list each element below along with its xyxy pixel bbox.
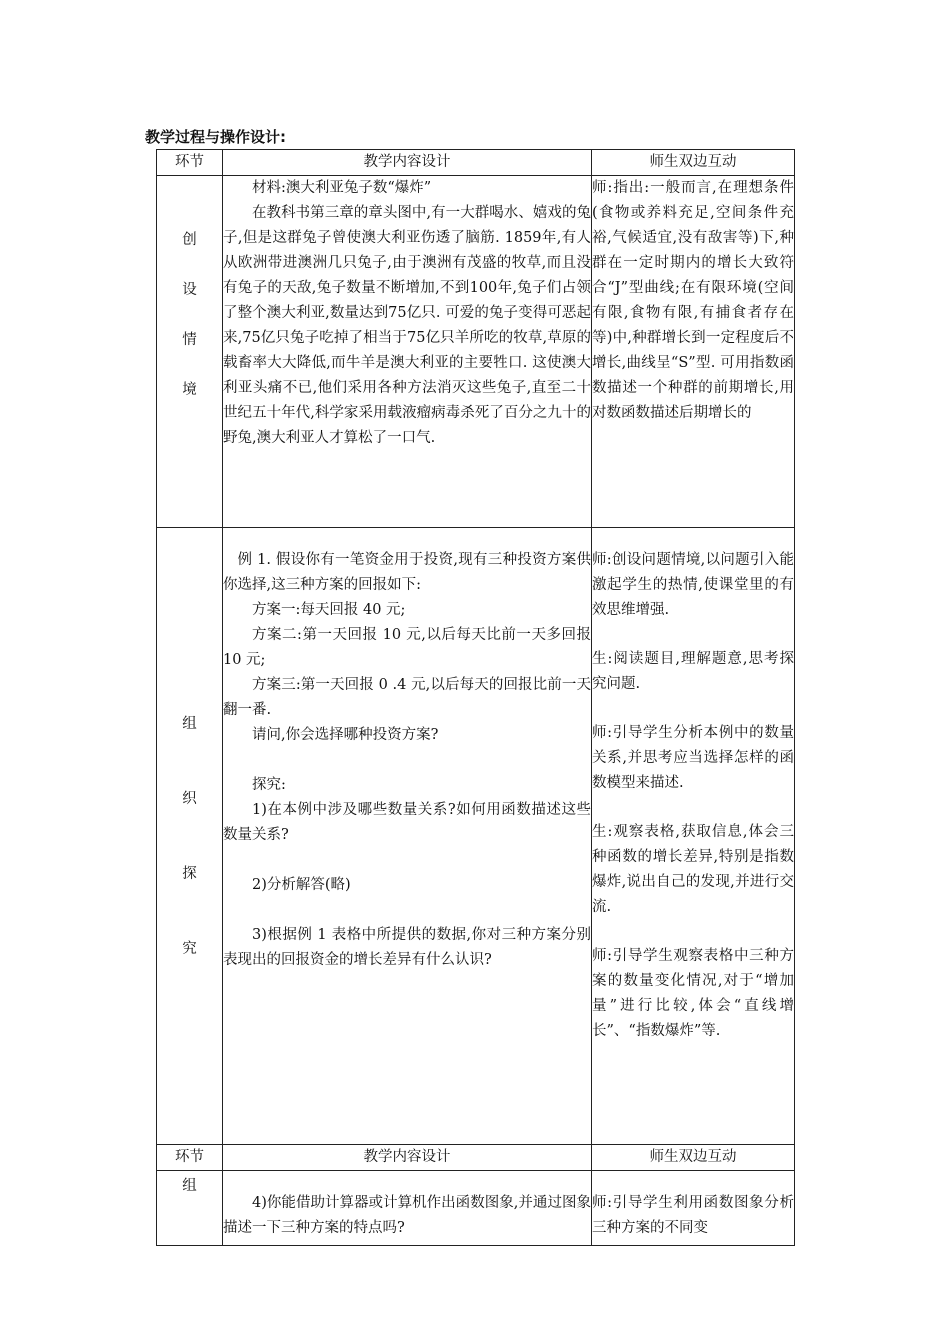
section-cell (157, 1171, 223, 1246)
interaction-text: 师:指出:一般而言,在理想条件(食物或养料充足,空间条件充裕,气候适宜,没有敌害等)下,种群在一定时期内的增长大致符合“J”型曲线;在有限环境(空间有限,食物有限,有捕食者存在等)中,种群增长到一定程度后不增长,曲线呈“S”型. 可用指数函数描述一个种群的前期增长,用对数函数描述后期增长的 (592, 180, 794, 421)
content-cell (223, 1171, 592, 1246)
plan-3: 方案三:第一天回报 0 .4 元,以后每天的回报比前一天翻一番. (223, 677, 591, 718)
content-cell (223, 176, 592, 528)
content-cell (223, 528, 592, 1145)
section-char: 创 (182, 232, 197, 248)
section-char: 境 (182, 382, 197, 398)
section-char: 探 (182, 866, 197, 882)
section-char: 情 (182, 332, 197, 348)
header-content: 教学内容设计 (223, 150, 592, 176)
lesson-table (156, 149, 795, 1246)
interaction-cell (592, 176, 795, 528)
interaction-text: 师:引导学生观察表格中三种方案的数量变化情况,对于“增加量”进行比较,体会“直线增长”、“指数爆炸”等. (592, 948, 794, 1039)
section-cell (157, 176, 223, 528)
plan-1: 方案一:每天回报 40 元; (252, 602, 406, 618)
explore-q1: 1)在本例中涉及哪些数量关系?如何用函数描述这些数量关系? (223, 802, 591, 843)
section-char: 组 (182, 716, 197, 732)
interaction-text: 师:引导学生分析本例中的数量关系,并思考应当选择怎样的函数模型来描述. (592, 725, 794, 791)
table-row (157, 176, 795, 528)
header-interaction: 师生双边互动 (592, 1145, 795, 1171)
explore-label: 探究: (252, 777, 286, 793)
interaction-text: 师:引导学生利用函数图象分析三种方案的不同变 (592, 1195, 794, 1236)
header-content: 教学内容设计 (223, 1145, 592, 1171)
explore-q2: 2)分析解答(略) (252, 877, 351, 893)
interaction-text: 生:观察表格,获取信息,体会三种函数的增长差异,特别是指数爆炸,说出自己的发现,并进行交流. (592, 824, 794, 915)
example-text: 例 1. 假设你有一笔资金用于投资,现有三种投资方案供你选择,这三种方案的回报如下: (223, 552, 591, 593)
explore-q4: 4)你能借助计算器或计算机作出函数图象,并通过图象描述一下三种方案的特点吗? (223, 1195, 591, 1236)
interaction-text: 生:阅读题目,理解题意,思考探究问题. (592, 651, 794, 692)
section-cell (157, 528, 223, 1145)
explore-q3: 3)根据例 1 表格中所提供的数据,你对三种方案分别表现出的回报资金的增长差异有什么认识? (223, 927, 591, 968)
table-header-row (157, 150, 795, 176)
interaction-text: 师:创设问题情境,以问题引入能激起学生的热情,使课堂里的有效思维增强. (592, 552, 794, 618)
plan-2: 方案二:第一天回报 10 元,以后每天比前一天多回报 10 元; (223, 627, 591, 668)
header-section: 环节 (157, 1145, 223, 1171)
section-char: 织 (182, 791, 197, 807)
header-section: 环节 (157, 150, 223, 176)
section-char: 组 (182, 1178, 197, 1194)
table-row (157, 1171, 795, 1246)
section-heading: 教学过程与操作设计: (145, 128, 286, 146)
question-text: 请问,你会选择哪种投资方案? (252, 727, 439, 743)
interaction-cell (592, 1171, 795, 1246)
section-char: 设 (182, 282, 197, 298)
material-text: 在教科书第三章的章头图中,有一大群喝水、嬉戏的兔子,但是这群兔子曾使澳大利亚伤透了脑筋. 1859年,有人从欧洲带进澳洲几只兔子,由于澳洲有茂盛的牧草,而且没有兔子的天敌,兔子数量不断增加,不到100年,兔子们占领了整个澳大利亚,数量达到75亿只. 可爱的兔子变得可恶起来,75亿只兔子吃掉了相当于75亿只羊所吃的牧草,草原的载畜率大大降低,而牛羊是澳大利亚的主要牲口. 这使澳大利亚头痛不已,他们采用各种方法消灭这些兔子,直至二十世纪五十年代,科学家采用载液瘤病毒杀死了百分之九十的野兔,澳大利亚人才算松了一口气. (223, 205, 591, 446)
header-interaction: 师生双边互动 (592, 150, 795, 176)
table-header-row (157, 1145, 795, 1171)
material-title: 材料:澳大利亚兔子数“爆炸” (252, 180, 432, 196)
section-char: 究 (182, 941, 197, 957)
interaction-cell (592, 528, 795, 1145)
table-row (157, 528, 795, 1145)
